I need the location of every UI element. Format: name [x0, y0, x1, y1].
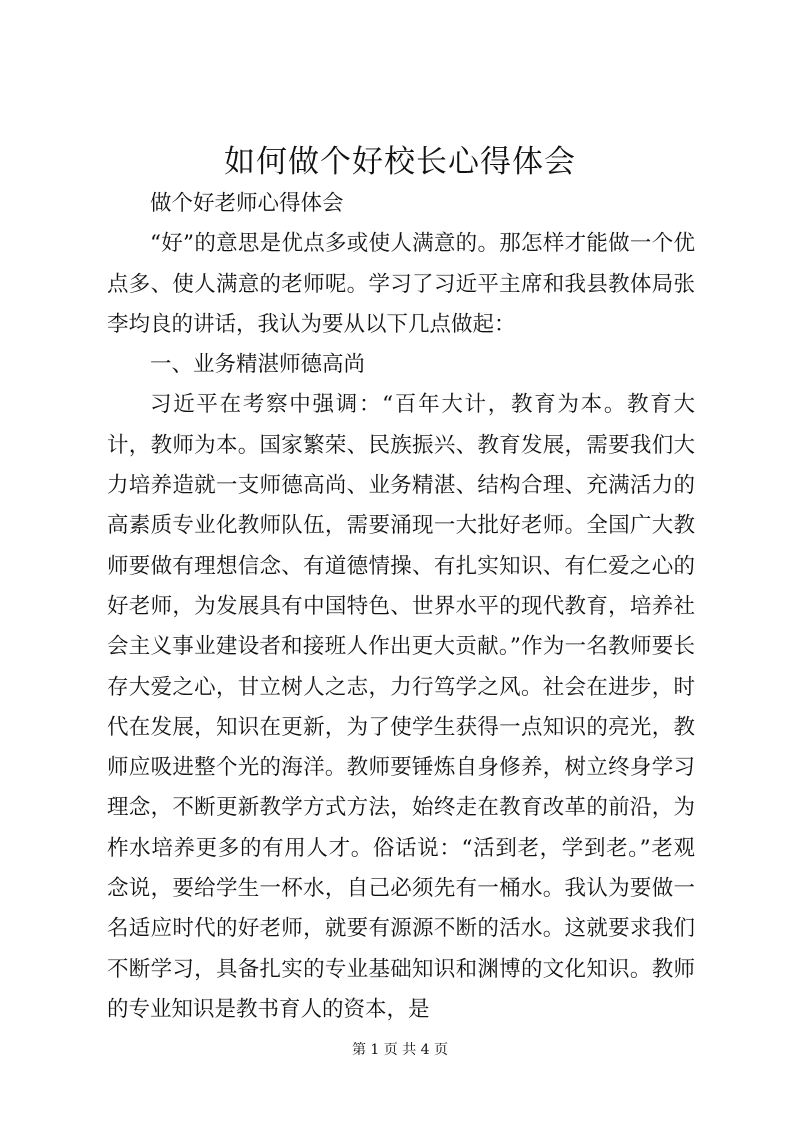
subtitle-paragraph: 做个好老师心得体会: [150, 191, 344, 216]
document-title: 如何做个好校长心得体会: [224, 144, 576, 180]
document-body: [107, 184, 695, 1030]
section-heading: 一、业务精湛师德高尚: [150, 352, 366, 378]
intro-paragraph: “好”的意思是优点多或使人满意的。那怎样才能做一个优点多、使人满意的老师呢。学习了习近平主席和我县教体局张李均良的讲话，我认为要从以下几点做起：: [107, 231, 695, 337]
body-paragraph: 习近平在考察中强调：“百年大计，教育为本。教育大计，教师为本。国家繁荣、民族振兴、教育发展，需要我们大力培养造就一支师德高尚、业务精湛、结构合理、充满活力的高素质专业化教师队伍，需要涌现一大批好老师。全国广大教师要做有理想信念、有道德情操、有扎实知识、有仁爱之心的好老师，为发展具有中国特色、世界水平的现代教育，培养社会主义事业建设者和接班人作出更大贡献。”作为一名教师要长存大爱之心，甘立树人之志，力行笃学之风。社会在进步，时代在发展，知识在更新，为了使学生获得一点知识的亮光，教师应吸进整个光的海洋。教师要锤炼自身修养，树立终身学习理念，不断更新教学方式方法，始终走在教育改革的前沿，为柞水培养更多的有用人才。俗话说：“活到老，学到老。”老观念说，要给学生一杯水，自己必须先有一桶水。我认为要做一名适应时代的好老师，就要有源源不断的活水。这就要求我们不断学习，具备扎实的专业基础知识和渊博的文化知识。教师的专业知识是教书育人的资本，是: [107, 392, 695, 1022]
page-footer: 第 1 页 共 4 页: [351, 1042, 449, 1058]
